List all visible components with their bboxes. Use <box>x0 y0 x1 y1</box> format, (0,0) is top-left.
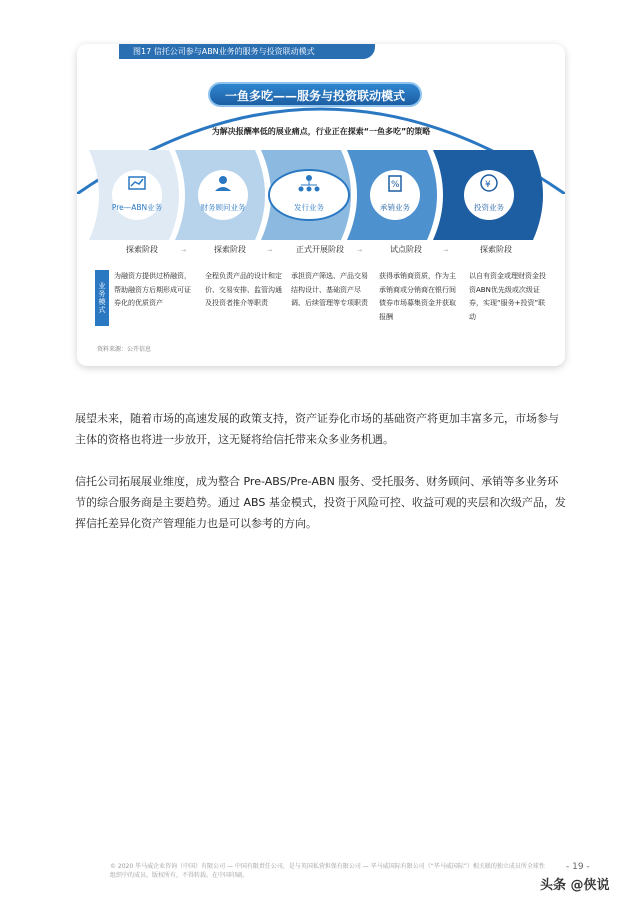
svg-text:¥: ¥ <box>485 180 491 190</box>
phase-arrow-icon: → <box>267 247 273 254</box>
stage-name-4: 承销业务 <box>380 203 410 212</box>
stage-name-2: 财务顾问业务 <box>200 203 246 212</box>
business-model-label: 业务模式 <box>95 270 109 326</box>
phase-label-5: 探索阶段 <box>480 245 512 254</box>
stage-chevrons <box>89 150 553 240</box>
figure-card <box>77 44 565 366</box>
stage-desc-2: 全程负责产品的设计和定价、交易安排、监管沟通及投资者推介等职责 <box>205 272 282 307</box>
phase-label-4: 试点阶段 <box>390 245 422 254</box>
phase-label-2: 探索阶段 <box>214 245 246 254</box>
stage-desc-5: 以自有资金或理财资金投资ABN优先级或次级证券，实现“服务+投资”联动 <box>469 272 546 321</box>
phase-label-1: 探索阶段 <box>126 245 158 254</box>
stage-desc-3: 承担资产筛选、产品交易结构设计、基础资产尽调、后续管理等专项职责 <box>291 272 368 307</box>
stage-name-3: 发行业务 <box>294 203 324 212</box>
svg-text:%: % <box>391 180 400 190</box>
figure-title: 图17 信托公司参与ABN业务的服务与投资联动模式 <box>119 44 375 59</box>
page-number: - 19 - <box>566 862 590 872</box>
phase-arrow-icon: → <box>181 247 187 254</box>
stage-desc-1: 为融资方提供过桥融资，帮助融资方后期形成可证券化的优质资产 <box>114 272 191 307</box>
stage-name-1: Pre—ABN业务 <box>111 203 163 212</box>
phase-arrow-icon: → <box>357 247 363 254</box>
stage-desc-4: 获得承销商资质，作为主承销商或分销商在银行间债券市场募集资金并获取报酬 <box>379 272 456 321</box>
phase-label-3: 正式开展阶段 <box>296 245 344 254</box>
figure-banner: 一鱼多吃——服务与投资联动模式 <box>208 82 422 107</box>
source-watermark: 头条 @侠说 <box>540 878 610 893</box>
body-paragraph-1: 展望未来，随着市场的高速发展的政策支持，资产证券化市场的基础资产将更加丰富多元，市场参与主体的资格也将进一步放开，这无疑将给信托带来众多业务机遇。 <box>75 412 559 446</box>
figure-source: 资料来源：公开信息 <box>97 346 152 353</box>
footer-copyright: © 2020 毕马威企业咨询（中国）有限公司 — 中国有限责任公司，是与英国私营担保有限公司 — 毕马威国际有限公司（“毕马威国际”）相关联的独立成员所全球性组织中的成员。版权所有，不得转载。在中国印刷。 <box>110 863 545 879</box>
phase-arrow-icon: → <box>443 247 449 254</box>
figure-subtitle: 为解决报酬率低的展业痛点，行业正在探索“一鱼多吃”的策略 <box>211 127 431 136</box>
body-paragraph-2: 信托公司拓展展业维度，成为整合 Pre-ABS/Pre-ABN 服务、受托服务、财务顾问、承销等多业务环节的综合服务商是主要趋势。通过 ABS 基金模式，投资于风险可控、收益可观的夹层和次级产品，发挥信托差异化资产管理能力也是可以参考的方向。 <box>75 475 566 530</box>
stage-name-5: 投资业务 <box>474 203 504 212</box>
